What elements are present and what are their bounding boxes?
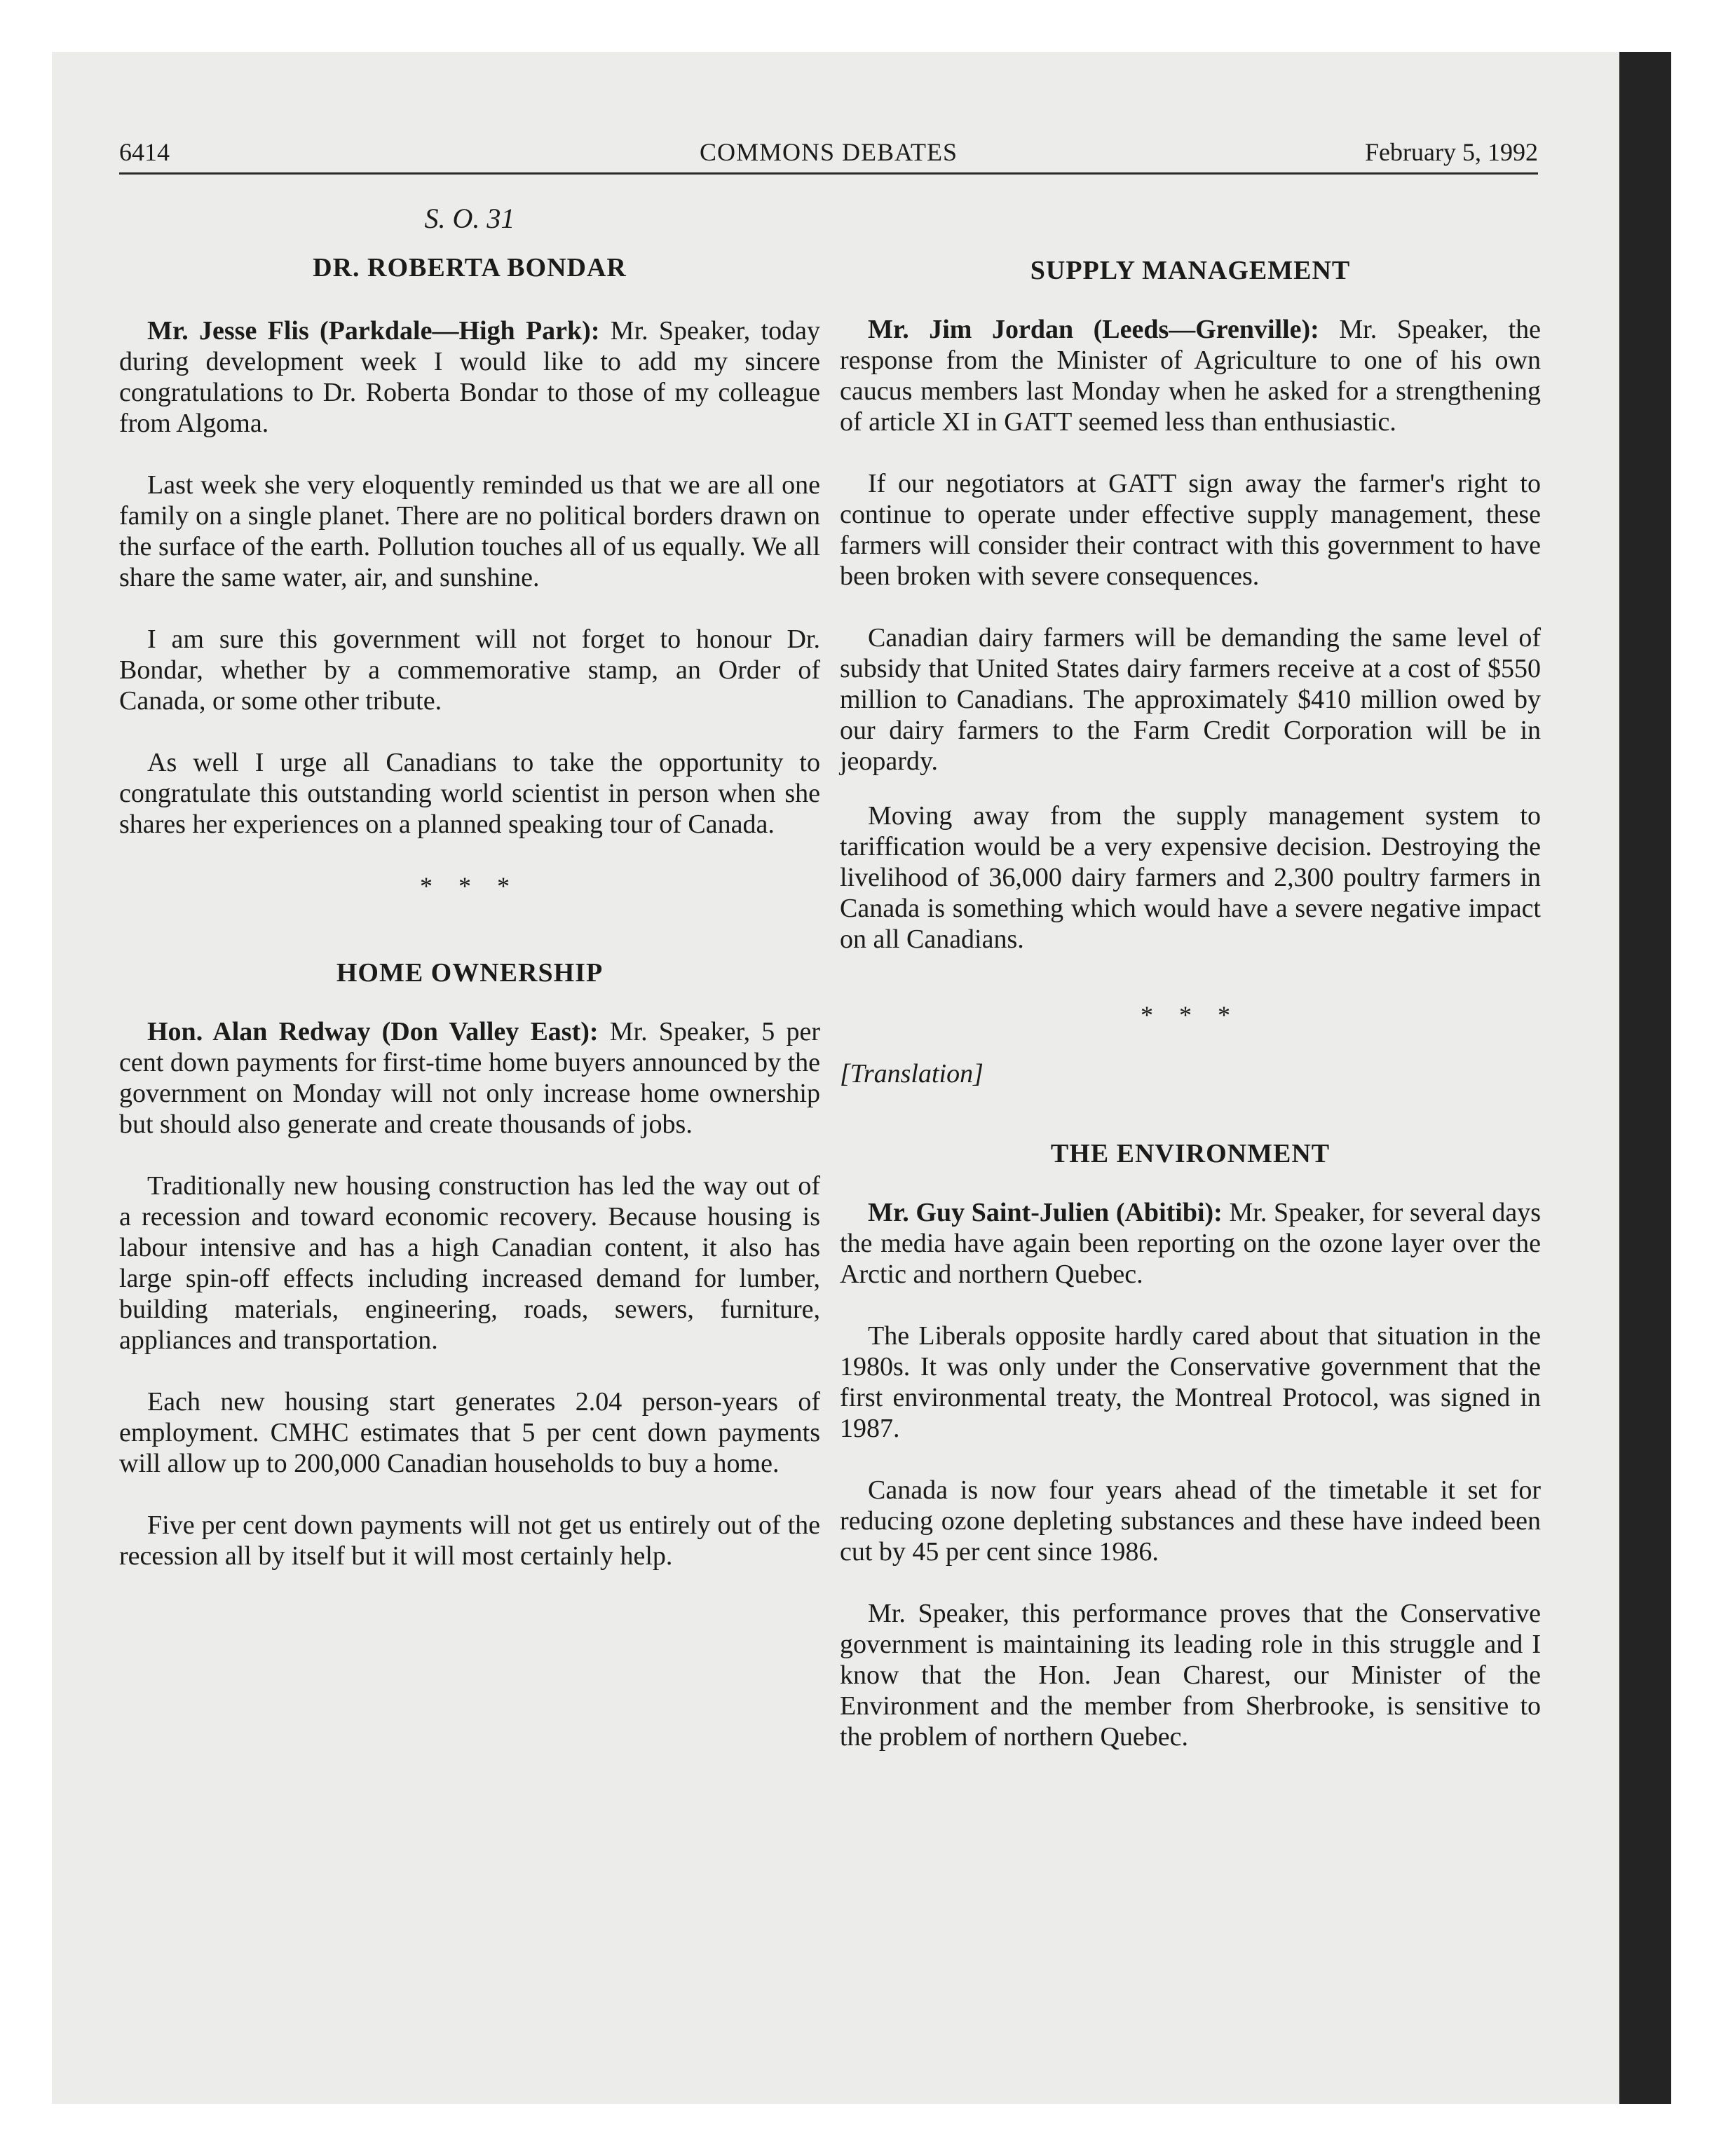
paragraph: Canadian dairy farmers will be demanding the same level of subsidy that United States dairy farmers receive at a cost of $550 million to Canadians. The approximately $410 million owed by our dairy farmers to the Farm Credit Corporation will be in jeopardy. [840, 623, 1541, 776]
paragraph: Canada is now four years ahead of the timetable it set for reducing ozone depleting substances and these have indeed been cut by 45 per cent since 1986. [840, 1475, 1541, 1567]
paragraph: Moving away from the supply management system to tariffication would be a very expensive decision. Destroying the livelihood of 36,000 dairy farmers and 2,300 poultry farmers in Canada is something which would have a severe negative impact on all Canadians. [840, 801, 1541, 954]
paragraph: Mr. Jesse Flis (Parkdale—High Park): Mr. Speaker, today during development week I would like to add my sincere congratulations to Dr. Roberta Bondar to those of my colleague from Algoma. [119, 316, 820, 438]
paragraph: I am sure this government will not forget to honour Dr. Bondar, whether by a commemorative stamp, an Order of Canada, or some other tribute. [119, 625, 820, 716]
page-header [119, 137, 1538, 175]
section-heading-supply-management: SUPPLY MANAGEMENT [1030, 256, 1351, 285]
speaker-name: Mr. Jesse Flis (Parkdale—High Park): [147, 316, 600, 346]
page-number: 6414 [119, 138, 170, 166]
paragraph: Traditionally new housing construction has led the way out of a recession and toward economic recovery. Because housing is labour intensive and has a high Canadian content, it also has large spin-off effects including increased demand for lumber, building materials, engineering, roads, sewers, furniture, appliances and transportation. [119, 1171, 820, 1355]
section-heading-environment: THE ENVIRONMENT [1050, 1139, 1331, 1168]
left-column [119, 203, 820, 1571]
speaker-name: Mr. Jim Jordan (Leeds—Grenville): [868, 315, 1319, 344]
paragraph: If our negotiators at GATT sign away the farmer's right to continue to operate under effective supply management, these farmers will consider their contract with this government to have been broken with severe consequences. [840, 469, 1541, 591]
paragraph: Each new housing start generates 2.04 person-years of employment. CMHC estimates that 5 per cent down payments will allow up to 200,000 Canadian households to buy a home. [119, 1387, 820, 1478]
section-separator: * * * [420, 872, 519, 900]
paragraph: Mr. Speaker, this performance proves that the Conservative government is maintaining its leading role in this struggle and I know that the Hon. Jean Charest, our Minister of the Environment and the member from Sherbrooke, is sensitive to the problem of northern Quebec. [840, 1599, 1541, 1752]
speaker-name: Hon. Alan Redway (Don Valley East): [147, 1017, 599, 1046]
paragraph: Hon. Alan Redway (Don Valley East): Mr. Speaker, 5 per cent down payments for first-time home buyers announced by the government on Monday will not only increase home ownership but should also generate and create thousands of jobs. [119, 1017, 820, 1139]
speaker-name: Mr. Guy Saint-Julien (Abitibi): [868, 1198, 1223, 1227]
translation-label: [Translation] [840, 1059, 984, 1089]
paragraph: Five per cent down payments will not get us entirely out of the recession all by itself but it will most certainly help. [119, 1510, 820, 1571]
paragraph: Mr. Guy Saint-Julien (Abitibi): Mr. Speaker, for several days the media have again been reporting on the ozone layer over the Arctic and northern Quebec. [840, 1198, 1541, 1289]
standing-order-label: S. O. 31 [424, 203, 515, 234]
section-separator: * * * [1141, 1001, 1240, 1029]
paragraph: As well I urge all Canadians to take the opportunity to congratulate this outstanding world scientist in person when she shares her experiences on a planned speaking tour of Canada. [119, 748, 820, 839]
paragraph: The Liberals opposite hardly cared about that situation in the 1980s. It was only under the Conservative government that the first environmental treaty, the Montreal Protocol, was signed in 1987. [840, 1321, 1541, 1443]
right-column [840, 255, 1541, 1752]
publication-date: February 5, 1992 [1365, 138, 1538, 166]
page-edge-shadow [1619, 52, 1671, 2104]
paragraph: Last week she very eloquently reminded us that we are all one family on a single planet. There are no political borders drawn on the surface of the earth. Pollution touches all of us equally. We all share the same water, air, and sunshine. [119, 470, 820, 592]
section-heading-bondar: DR. ROBERTA BONDAR [313, 253, 627, 282]
publication-title: COMMONS DEBATES [699, 138, 958, 166]
section-heading-home-ownership: HOME OWNERSHIP [336, 958, 604, 988]
paragraph: Mr. Jim Jordan (Leeds—Grenville): Mr. Speaker, the response from the Minister of Agriculture to one of his own caucus members last Monday when he asked for a strengthening of article XI in GATT seemed less than enthusiastic. [840, 315, 1541, 437]
